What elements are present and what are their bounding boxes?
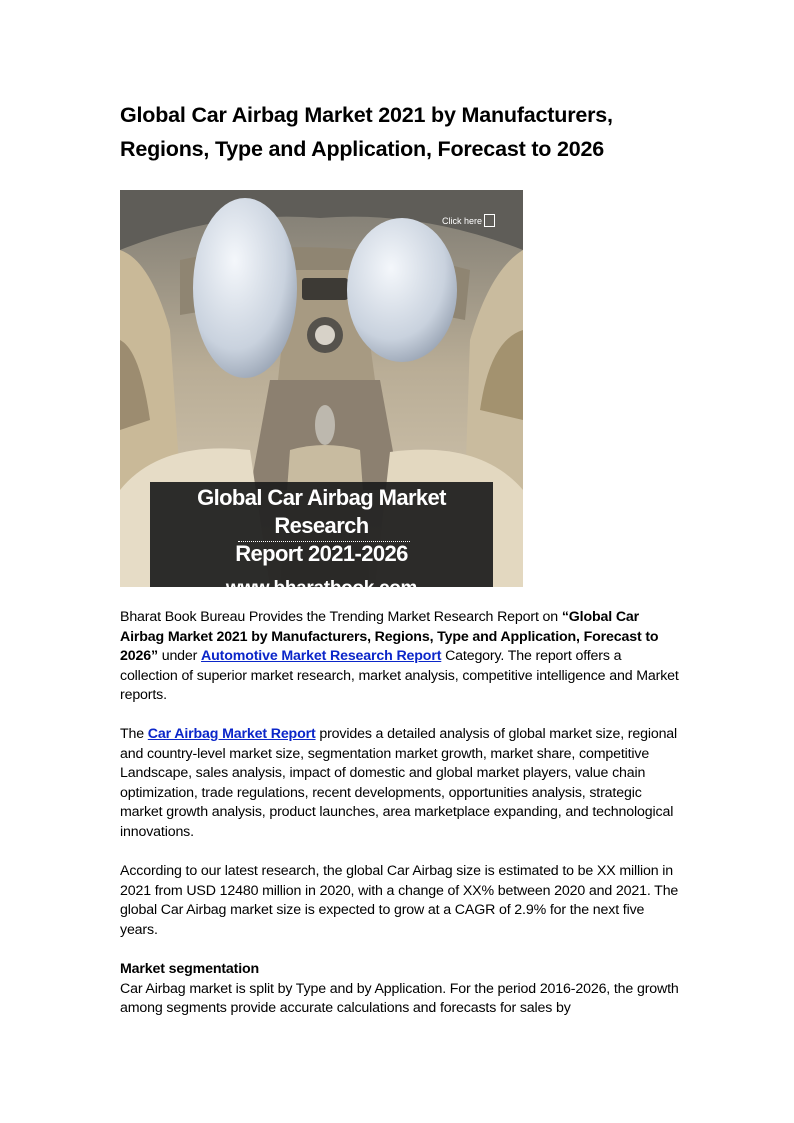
cover-dotted-divider [238,541,410,542]
analysis-intro-text: The [120,726,148,742]
click-here-label: Click here [442,216,483,226]
intro-text: Bharat Book Bureau Provides the Trending Market Research Report on [120,609,562,625]
intro-outro-text: Category. The report offers a collection of superior market research, market analysis, competitive intelligence and Market reports. [120,648,679,704]
analysis-text: provides a detailed analysis of global market size, regional and country-level market size, segmentation market growth, market share, competitive Landscape, sales analysis, impact of domestic and global market players, value chain optimization, trade regulations, recent developments, opportunities analysis, strategic market growth analysis, product launches, area marketplace expanding, and technological innovations. [120,726,678,840]
under-text: under [157,648,202,665]
segmentation-text: Car Airbag market is split by Type and by Application. For the period 2016-2026, the growth among segments provide accurate calculations and forecasts for sales by [120,980,679,1017]
cover-title-line2: Report 2021-2026 [235,541,408,566]
cover-title-line1: Global Car Airbag Market Research [197,485,446,538]
segmentation-heading: Market segmentation [120,961,260,977]
cover-banner [150,484,493,602]
page-title: Global Car Airbag Market 2021 by Manufacturers, Regions, Type and Application, Forecast to 2026 [120,103,613,161]
car-airbag-report-link[interactable]: Car Airbag Market Report [147,726,316,742]
analysis-paragraph [120,725,680,843]
automotive-report-link[interactable]: Automotive Market Research Report [201,648,442,665]
report-title-bold: “Global Car Airbag Market 2021 by Manufacturers, Regions, Type and Application, Forecast to 2026” [120,609,659,665]
segmentation-section [120,960,680,1019]
click-here-box-icon [484,214,495,227]
report-cover-image [120,190,523,599]
intro-paragraph [120,608,680,706]
research-paragraph: According to our latest research, the global Car Airbag size is estimated to be XX million in 2021 from USD 12480 million in 2020, with a change of XX% between 2020 and 2021. The global Car Airbag market size is expected to grow at a CAGR of 2.9% for the next five years. [120,863,679,938]
cover-url: www.bharatbook.com [225,578,418,599]
